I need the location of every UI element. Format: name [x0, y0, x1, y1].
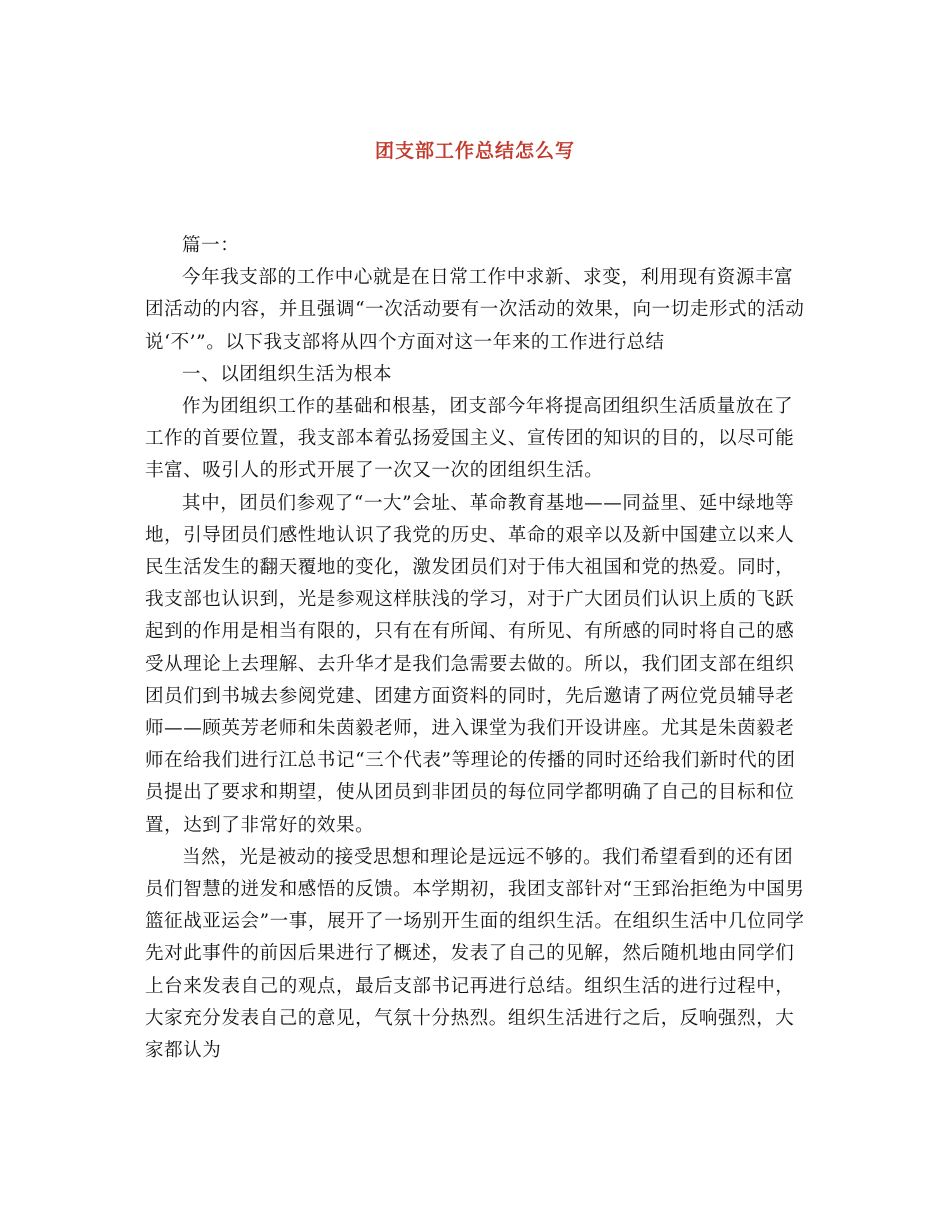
- body-paragraph: 当然，光是被动的接受思想和理论是远远不够的。我们希望看到的还有团员们智慧的迸发和感悟的反馈。本学期初，我团支部针对“王郅治拒绝为中国男篮征战亚运会”一事，展开了一场别开生面的组织生活。在组织生活中几位同学先对此事件的前因后果进行了概述，发表了自己的见解，然后随机地由同学们上台来发表自己的观点，最后支部书记再进行总结。组织生活的进行过程中，大家充分发表自己的意见，气氛十分热烈。组织生活进行之后，反响强烈，大家都认为: [145, 846, 805, 1062]
- document-body: [145, 230, 805, 1067]
- document-title: 团支部工作总结怎么写: [374, 140, 575, 162]
- section-label: 篇一：: [182, 235, 240, 256]
- body-paragraph: 其中，团员们参观了“一大”会址、革命教育基地——同益里、延中绿地等地，引导团员们感性地认识了我党的历史、革命的艰辛以及新中国建立以来人民生活发生的翻天覆地的变化，激发团员们对于伟大祖国和党的热爱。同时，我支部也认识到，光是参观这样肤浅的学习，对于广大团员们认识上质的飞跃起到的作用是相当有限的，只有在有所闻、有所见、有所感的同时将自己的感受从理论上去理解、去升华才是我们急需要去做的。所以，我们团支部在组织团员们到书城去参阅党建、团建方面资料的同时，先后邀请了两位党员辅导老师——顾英芳老师和朱茵毅老师，进入课堂为我们开设讲座。尤其是朱茵毅老师在给我们进行江总书记“三个代表”等理论的传播的同时还给我们新时代的团员提出了要求和期望，使从团员到非团员的每位同学都明确了自己的目标和位置，达到了非常好的效果。: [145, 492, 796, 836]
- body-paragraph-intro: 今年我支部的工作中心就是在日常工作中求新、求变，利用现有资源丰富团活动的内容，并且强调“一次活动要有一次活动的效果，向一切走形式的活动说‘不’”。以下我支部将从四个方面对这一年来的工作进行总结: [145, 267, 805, 353]
- body-paragraph: 作为团组织工作的基础和根基，团支部今年将提高团组织生活质量放在了工作的首要位置，我支部本着弘扬爱国主义、宣传团的知识的目的，以尽可能丰富、吸引人的形式开展了一次又一次的团组织生活。: [145, 396, 795, 482]
- section-heading: 一、以团组织生活为根本: [182, 363, 393, 385]
